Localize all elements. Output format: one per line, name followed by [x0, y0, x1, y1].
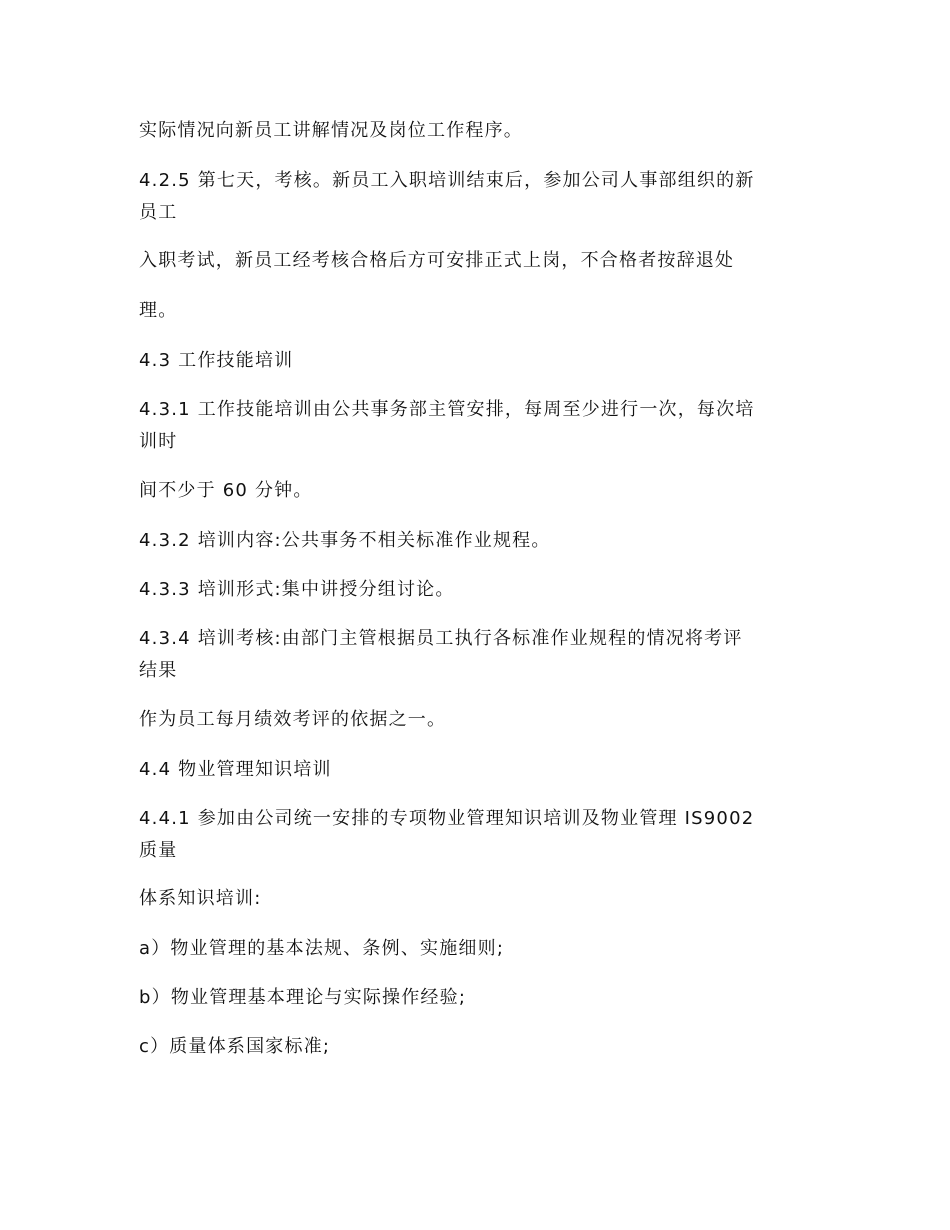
text-line: 结果 [139, 660, 178, 681]
text-line: 入职考试，新员工经考核合格后方可安排正式上岗，不合格者按辞退处 [139, 250, 735, 271]
text-line: 训时 [139, 431, 178, 452]
text-line: 4.4.1 参加由公司统一安排的专项物业管理知识培训及物业管理 IS9002 [139, 808, 755, 829]
text-line: 员工 [139, 202, 178, 223]
section-heading: 4.4 物业管理知识培训 [139, 759, 332, 780]
text-line: 理。 [139, 300, 178, 321]
text-line: 体系知识培训: [139, 888, 262, 909]
text-line: 4.3.4 培训考核:由部门主管根据员工执行各标准作业规程的情况将考评 [139, 628, 743, 649]
list-item: b）物业管理基本理论与实际操作经验; [139, 987, 467, 1008]
text-line: 4.2.5 第七天，考核。新员工入职培训结束后，参加公司人事部组织的新 [139, 170, 755, 191]
text-line: 作为员工每月绩效考评的依据之一。 [139, 709, 447, 730]
text-line: 间不少于 60 分钟。 [139, 480, 313, 501]
section-heading: 4.3 工作技能培训 [139, 350, 294, 371]
list-item: a）物业管理的基本法规、条例、实施细则; [139, 938, 505, 959]
text-line: 4.3.3 培训形式:集中讲授分组讨论。 [139, 579, 455, 600]
list-item: c）质量体系国家标准; [139, 1036, 331, 1057]
text-line: 4.3.1 工作技能培训由公共事务部主管安排，每周至少进行一次，每次培 [139, 399, 755, 420]
text-line: 质量 [139, 840, 178, 861]
text-line: 4.3.2 培训内容:公共事务不相关标准作业规程。 [139, 530, 551, 551]
text-line: 实际情况向新员工讲解情况及岗位工作程序。 [139, 120, 523, 141]
